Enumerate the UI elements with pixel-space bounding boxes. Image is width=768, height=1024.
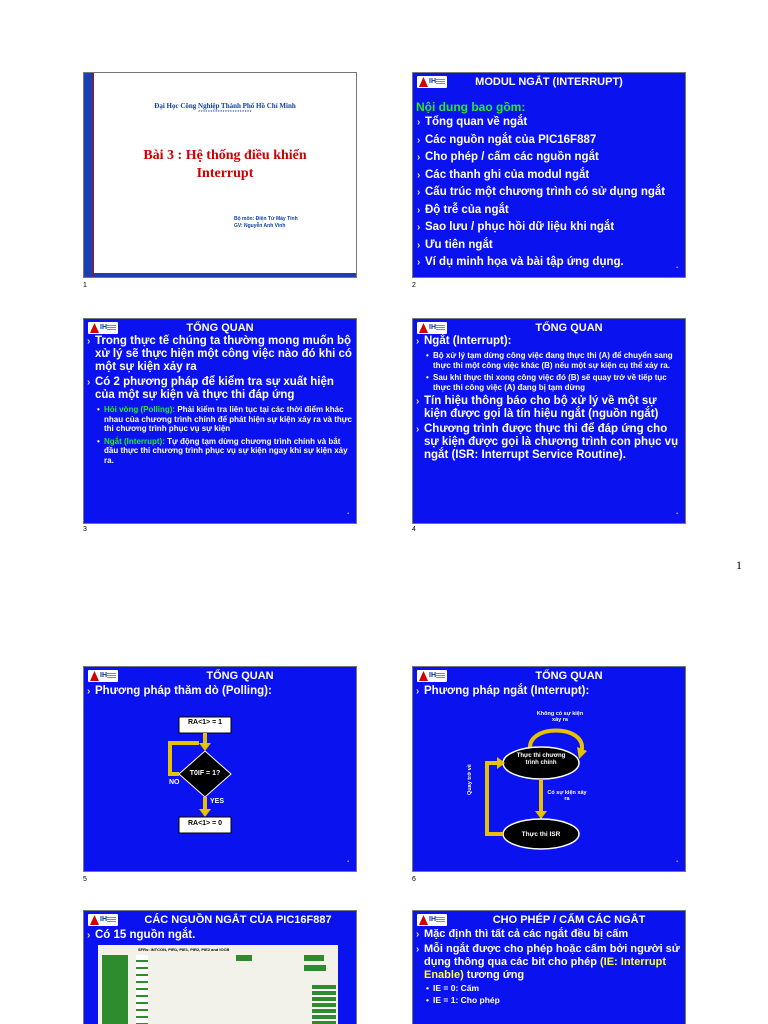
slide-number-3: 3 — [83, 526, 87, 533]
interrupt-label: Ngắt (Interrupt): — [104, 436, 165, 446]
sub-item: • Bộ xử lý tạm dừng công việc đang thực thi (A) để chuyển sang thực thi một công việc khác (B) nếu một sự kiện cụ thể xảy ra. — [415, 351, 681, 370]
slide-2 — [412, 72, 686, 278]
arrow-head — [199, 809, 211, 817]
event-label: Có sự kiện xảy ra — [547, 790, 587, 802]
slide-title: CHO PHÉP / CẤM CÁC NGẮT — [492, 914, 646, 926]
output-blocks — [312, 985, 336, 1024]
slide-number-1: 1 — [83, 282, 87, 289]
slide-mark: • — [676, 265, 678, 271]
list-item: › Tổng quan về ngắt — [416, 116, 681, 129]
title-line-2: Interrupt — [196, 166, 254, 181]
cover-blue-bar — [84, 73, 93, 277]
list-item: › Cấu trúc một chương trình có sử dụng ngắt — [416, 186, 681, 199]
department: Bộ môn: Điện Tử Máy Tính — [234, 216, 298, 222]
stars-divider: ********************** — [198, 110, 252, 116]
list-item: › Độ trễ của ngắt — [416, 204, 681, 217]
cover-bottom-bar — [94, 273, 356, 277]
lecturer: GV: Nguyễn Anh Vinh — [234, 223, 286, 229]
university-name: Đại Học Công Nghiệp Thành Phố Hồ Chí Minh — [154, 102, 296, 110]
paragraph: › Ngắt (Interrupt): — [415, 335, 681, 348]
no-event-label: Không có sự kiện xảy ra — [536, 711, 584, 723]
university-logo: IH — [417, 322, 447, 334]
paragraph: › Tín hiệu thông báo cho bộ xử lý về một sự kiện được gọi là tín hiệu ngắt (nguồn ngắt) — [415, 395, 681, 421]
list-item: › Ví dụ minh họa và bài tập ứng dụng. — [416, 256, 681, 269]
box-bottom-label: RA<1> = 0 — [187, 820, 223, 827]
sub-item: • Sau khi thực thi xong công việc đó (B) sẽ quay trở về tiếp tục thực thi công việc (A) đang bị tạm dừng — [415, 373, 681, 392]
content-heading: Nội dung bao gồm: — [416, 100, 526, 114]
yes-label: YES — [210, 798, 225, 805]
polling-text: Phải kiểm tra liên tục tại các thời điểm khác nhau của chương trình chính để phát hiện sự kiện xảy ra và thực thi chương trình phục vụ sự kiện — [104, 405, 353, 433]
slide-mark: • — [347, 511, 349, 517]
diagram-caption: SFRs: INTCON, PIR1, PIE1, PIR2, PIE2 and IOCB — [138, 947, 230, 952]
title-line-1: Bài 3 : Hệ thống điều khiển — [143, 148, 307, 163]
polling-label: Hỏi vòng (Polling): — [104, 405, 176, 414]
sub-item: • IE = 1: Cho phép — [415, 996, 681, 1006]
gate-block — [236, 955, 252, 961]
slide-title: MODUL NGẮT (INTERRUPT) — [475, 76, 623, 88]
paragraph: › Phương pháp thăm dò (Polling): — [86, 685, 352, 698]
gate-column — [136, 955, 148, 1024]
slide-number-4: 4 — [412, 526, 416, 533]
main-program-label: Thực thi chương trình chính — [516, 753, 566, 766]
list-item: › Ưu tiên ngắt — [416, 239, 681, 252]
paragraph: › Mặc định thì tất cả các ngắt đều bị cấm — [415, 928, 681, 941]
arrow-head — [535, 811, 547, 819]
interrupt-text: Tự động tạm dừng chương trình chính và bắt đầu thực thi chương trình phục vụ sự kiện ngay khi sự kiện xảy ra. — [104, 436, 348, 465]
paragraph: › Trong thực tế chúng ta thường mong muốn bộ xử lý sẽ thực hiện một công việc nào đó khi có một sự kiện xảy ra — [86, 335, 352, 374]
slide-mark: • — [676, 511, 678, 517]
slide-title: TỔNG QUAN — [186, 322, 254, 334]
decision-label: T0IF = 1? — [189, 770, 221, 777]
no-label: NO — [169, 779, 180, 786]
return-label: Quay trở về — [467, 764, 473, 795]
enable-text-end: tương ứng — [463, 969, 525, 981]
sub-item: • IE = 0: Cấm — [415, 984, 681, 994]
enable-highlight: (IE: Interrupt Enable) — [424, 956, 666, 981]
list-item: › Các nguồn ngắt của PIC16F887 — [416, 134, 681, 147]
cover-red-line — [93, 73, 94, 277]
isr-label: Thực thi ISR — [521, 831, 561, 838]
slide-title: CÁC NGUỒN NGẮT CỦA PIC16F887 — [144, 914, 332, 926]
slide-mark: • — [676, 859, 678, 865]
slide-4 — [412, 318, 686, 524]
sub-item-polling — [86, 405, 352, 434]
paragraph: › Có 15 nguồn ngắt. — [86, 929, 352, 942]
slide-number-6: 6 — [412, 876, 416, 883]
slide-7 — [83, 910, 357, 1024]
interrupt-flow-diagram — [413, 667, 686, 872]
list-item: › Các thanh ghi của modul ngắt — [416, 169, 681, 182]
slide-6 — [412, 666, 686, 872]
port-block — [304, 965, 326, 971]
box-top-label: RA<1> = 1 — [187, 719, 223, 726]
slide-number-5: 5 — [83, 876, 87, 883]
return-arrow — [487, 763, 503, 834]
sub-item-interrupt — [86, 437, 352, 466]
slide-5 — [83, 666, 357, 872]
source-blocks — [102, 955, 128, 1024]
slide-title: TỔNG QUAN — [535, 322, 603, 334]
university-logo: IH — [88, 670, 118, 682]
paragraph: › Chương trình được thực thi để đáp ứng cho sự kiện được gọi là chương trình con phục vụ ngắt (ISR: Interrupt Service Routine). — [415, 423, 681, 462]
slide-mark: • — [347, 859, 349, 865]
paragraph: › Có 2 phương pháp để kiểm tra sự xuất hiện của một sự kiện và thực thi đáp ứng — [86, 376, 352, 402]
university-logo: IH — [417, 914, 447, 926]
university-logo: IH — [88, 914, 118, 926]
slide-8 — [412, 910, 686, 1024]
paragraph: › Phương pháp ngắt (Interrupt): — [415, 685, 681, 698]
university-logo: IH — [88, 322, 118, 334]
slide-title: TỔNG QUAN — [535, 670, 603, 682]
university-logo: IH — [417, 76, 447, 88]
paragraph — [415, 943, 681, 982]
arrow-head — [199, 743, 211, 751]
list-item: › Sao lưu / phục hồi dữ liệu khi ngắt — [416, 221, 681, 234]
page-number: 1 — [736, 558, 742, 572]
slide-title: TỔNG QUAN — [206, 670, 274, 682]
lecture-title — [104, 147, 346, 183]
list-item: › Cho phép / cấm các nguồn ngắt — [416, 151, 681, 164]
slide-3 — [83, 318, 357, 524]
enable-text: Mỗi ngắt được cho phép hoặc cấm bởi người sử dụng thông qua các bit cho phép — [424, 943, 680, 968]
contents-list — [416, 116, 681, 269]
university-logo: IH — [417, 670, 447, 682]
slide-number-2: 2 — [412, 282, 416, 289]
slide-1 — [83, 72, 357, 278]
timer-block — [304, 955, 324, 961]
interrupt-logic-diagram — [98, 945, 338, 1024]
department-info — [234, 216, 298, 230]
